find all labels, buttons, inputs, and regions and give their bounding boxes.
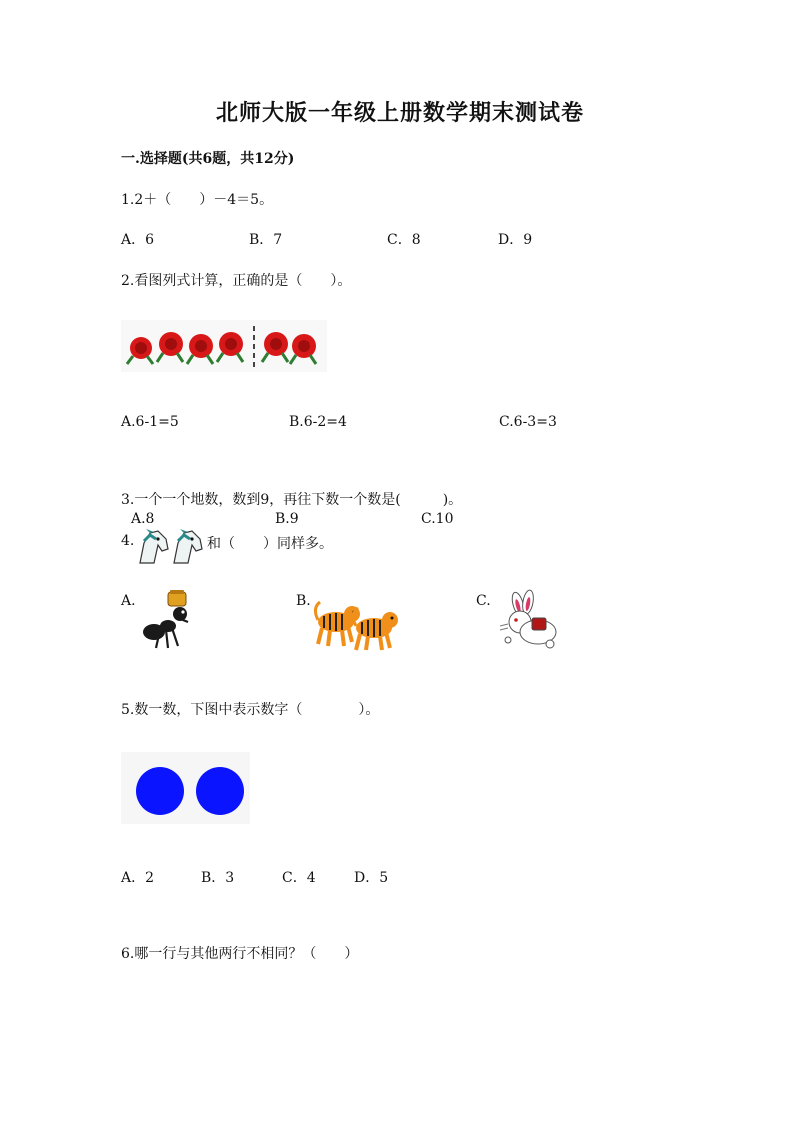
question-4-option-b: B. <box>296 593 311 609</box>
white-rabbit-icon <box>496 590 562 650</box>
six-red-flowers-icon <box>121 320 327 372</box>
page-title: 北师大版一年级上册数学期末测试卷 <box>215 100 584 126</box>
section-heading: 一.选择题(共6题，共12分) <box>121 151 295 167</box>
question-1-option-c: C．8 <box>387 232 421 248</box>
question-4-stem: 和（ ）同样多。 <box>207 536 333 552</box>
blue-circle-2 <box>196 767 244 815</box>
question-4-number: 4. <box>121 533 135 549</box>
question-5-option-c: C．4 <box>282 870 316 886</box>
question-1-stem: 1.2＋（ ）－4＝5。 <box>121 192 274 208</box>
question-2-option-a: A.6-1=5 <box>121 414 179 430</box>
question-6-stem: 6.哪一行与其他两行不相同？（ ） <box>121 946 359 962</box>
question-3-option-a: A.8 <box>131 511 155 527</box>
question-5-stem: 5.数一数，下图中表示数字（ ）。 <box>121 702 380 718</box>
question-3-option-c: C.10 <box>421 511 454 527</box>
ant-carrying-pot-icon <box>142 590 194 652</box>
two-blue-circles-image <box>121 752 250 824</box>
question-1-option-b: B．7 <box>249 232 283 248</box>
question-1-option-a: A．6 <box>121 232 155 248</box>
question-2-stem: 2.看图列式计算，正确的是（ ）。 <box>121 273 352 289</box>
blue-circle-1 <box>136 767 184 815</box>
question-2-option-c: C.6-3=3 <box>499 414 557 430</box>
question-3-stem: 3.一个一个地数，数到9，再往下数一个数是( )。 <box>121 492 463 508</box>
question-4-option-c: C. <box>476 593 491 609</box>
question-2-option-b: B.6-2=4 <box>289 414 347 430</box>
question-5-option-d: D．5 <box>354 870 389 886</box>
question-1-option-d: D．9 <box>498 232 533 248</box>
question-5-option-b: B．3 <box>201 870 235 886</box>
question-5-option-a: A．2 <box>121 870 155 886</box>
two-tigers-icon <box>314 594 400 652</box>
two-horse-heads-icon <box>134 527 206 567</box>
question-4-option-a: A. <box>121 593 136 609</box>
question-3-option-b: B.9 <box>275 511 299 527</box>
